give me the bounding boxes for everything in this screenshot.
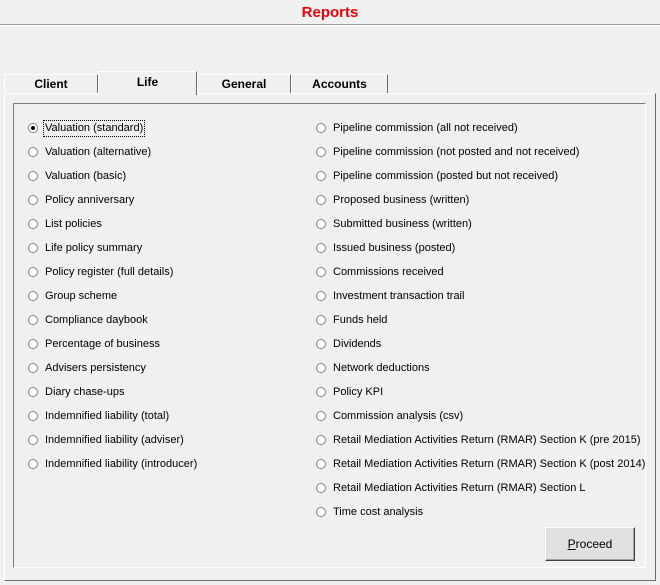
radio-button-icon[interactable] [316, 363, 326, 373]
left-options-column [28, 116, 198, 476]
radio-label[interactable]: Diary chase-ups [45, 385, 125, 398]
radio-button-icon[interactable] [28, 339, 38, 349]
radio-button-icon[interactable] [316, 507, 326, 517]
radio-option[interactable] [28, 452, 198, 476]
radio-label[interactable]: Policy register (full details) [45, 265, 174, 278]
radio-label[interactable]: Valuation (standard) [45, 121, 144, 134]
radio-option[interactable] [316, 308, 646, 332]
radio-option[interactable] [316, 260, 646, 284]
radio-label[interactable]: Indemnified liability (adviser) [45, 433, 184, 446]
proceed-mnemonic: P [567, 537, 576, 551]
radio-option[interactable] [28, 356, 198, 380]
radio-label[interactable]: Pipeline commission (all not received) [333, 121, 518, 134]
radio-option[interactable] [316, 284, 646, 308]
radio-button-icon[interactable] [316, 339, 326, 349]
radio-button-icon[interactable] [28, 435, 38, 445]
radio-option[interactable] [316, 380, 646, 404]
radio-label[interactable]: Commissions received [333, 265, 444, 278]
radio-option[interactable] [28, 404, 198, 428]
radio-label[interactable]: Valuation (basic) [45, 169, 127, 182]
radio-button-icon[interactable] [316, 411, 326, 421]
tab-life[interactable]: Life [98, 71, 197, 95]
radio-button-icon[interactable] [28, 291, 38, 301]
radio-label[interactable]: Submitted business (written) [333, 217, 472, 230]
radio-button-icon[interactable] [316, 243, 326, 253]
radio-button-icon[interactable] [316, 267, 326, 277]
radio-option[interactable] [28, 428, 198, 452]
radio-option[interactable] [316, 212, 646, 236]
radio-button-icon[interactable] [28, 387, 38, 397]
proceed-button[interactable] [545, 527, 635, 561]
radio-label[interactable]: Percentage of business [45, 337, 160, 350]
radio-label[interactable]: Time cost analysis [333, 505, 424, 518]
radio-label[interactable]: Group scheme [45, 289, 118, 302]
radio-button-icon[interactable] [28, 459, 38, 469]
radio-option[interactable] [316, 116, 646, 140]
radio-option[interactable] [316, 356, 646, 380]
radio-label[interactable]: Pipeline commission (posted but not received) [333, 169, 559, 182]
radio-label[interactable]: Compliance daybook [45, 313, 148, 326]
radio-label[interactable]: List policies [45, 217, 102, 230]
radio-button-icon[interactable] [28, 171, 38, 181]
proceed-label: roceed [575, 537, 613, 551]
radio-button-icon[interactable] [28, 195, 38, 205]
radio-button-icon[interactable] [28, 267, 38, 277]
radio-button-icon[interactable] [28, 123, 38, 133]
radio-button-icon[interactable] [316, 219, 326, 229]
radio-option[interactable] [316, 500, 646, 524]
radio-button-icon[interactable] [316, 195, 326, 205]
radio-label[interactable]: Retail Mediation Activities Return (RMAR) Section K (pre 2015) [333, 433, 641, 446]
radio-button-icon[interactable] [316, 483, 326, 493]
radio-button-icon[interactable] [316, 315, 326, 325]
radio-label[interactable]: Indemnified liability (introducer) [45, 457, 198, 470]
radio-button-icon[interactable] [316, 459, 326, 469]
radio-label[interactable]: Network deductions [333, 361, 430, 374]
radio-button-icon[interactable] [28, 411, 38, 421]
radio-option[interactable] [28, 308, 198, 332]
radio-button-icon[interactable] [316, 435, 326, 445]
radio-button-icon[interactable] [28, 315, 38, 325]
radio-option[interactable] [316, 188, 646, 212]
radio-label[interactable]: Investment transaction trail [333, 289, 465, 302]
radio-option[interactable] [316, 404, 646, 428]
radio-option[interactable] [316, 164, 646, 188]
radio-option[interactable] [28, 332, 198, 356]
radio-option[interactable] [28, 188, 198, 212]
radio-option[interactable] [28, 212, 198, 236]
radio-label[interactable]: Dividends [333, 337, 382, 350]
radio-label[interactable]: Indemnified liability (total) [45, 409, 170, 422]
radio-label[interactable]: Pipeline commission (not posted and not received) [333, 145, 580, 158]
radio-label[interactable]: Issued business (posted) [333, 241, 456, 254]
tab-general[interactable]: General [197, 74, 291, 93]
radio-option[interactable] [316, 332, 646, 356]
radio-label[interactable]: Policy anniversary [45, 193, 135, 206]
radio-button-icon[interactable] [316, 147, 326, 157]
radio-button-icon[interactable] [316, 171, 326, 181]
radio-button-icon[interactable] [28, 219, 38, 229]
radio-button-icon[interactable] [28, 363, 38, 373]
radio-label[interactable]: Commission analysis (csv) [333, 409, 464, 422]
radio-option[interactable] [28, 284, 198, 308]
radio-button-icon[interactable] [316, 387, 326, 397]
right-options-column [316, 116, 646, 524]
radio-option[interactable] [28, 260, 198, 284]
radio-label[interactable]: Retail Mediation Activities Return (RMAR) Section K (post 2014) [333, 457, 646, 470]
radio-label[interactable]: Valuation (alternative) [45, 145, 152, 158]
radio-option[interactable] [28, 236, 198, 260]
radio-button-icon[interactable] [316, 291, 326, 301]
radio-option[interactable] [316, 476, 646, 500]
radio-label[interactable]: Policy KPI [333, 385, 384, 398]
radio-option[interactable] [28, 380, 198, 404]
radio-label[interactable]: Retail Mediation Activities Return (RMAR) Section L [333, 481, 586, 494]
radio-button-icon[interactable] [28, 243, 38, 253]
radio-option[interactable] [28, 164, 198, 188]
radio-option[interactable] [28, 140, 198, 164]
radio-option[interactable] [316, 140, 646, 164]
radio-option[interactable] [316, 428, 646, 452]
title-divider-highlight [0, 25, 660, 26]
radio-option[interactable] [28, 116, 198, 140]
radio-label[interactable]: Advisers persistency [45, 361, 146, 374]
tab-accounts[interactable]: Accounts [291, 74, 388, 93]
radio-option[interactable] [316, 452, 646, 476]
radio-button-icon[interactable] [316, 123, 326, 133]
radio-label[interactable]: Proposed business (written) [333, 193, 470, 206]
radio-label[interactable]: Funds held [333, 313, 388, 326]
radio-label[interactable]: Life policy summary [45, 241, 143, 254]
radio-button-icon[interactable] [28, 147, 38, 157]
tab-client[interactable]: Client [4, 74, 98, 93]
radio-option[interactable] [316, 236, 646, 260]
window-title: Reports [301, 4, 359, 21]
